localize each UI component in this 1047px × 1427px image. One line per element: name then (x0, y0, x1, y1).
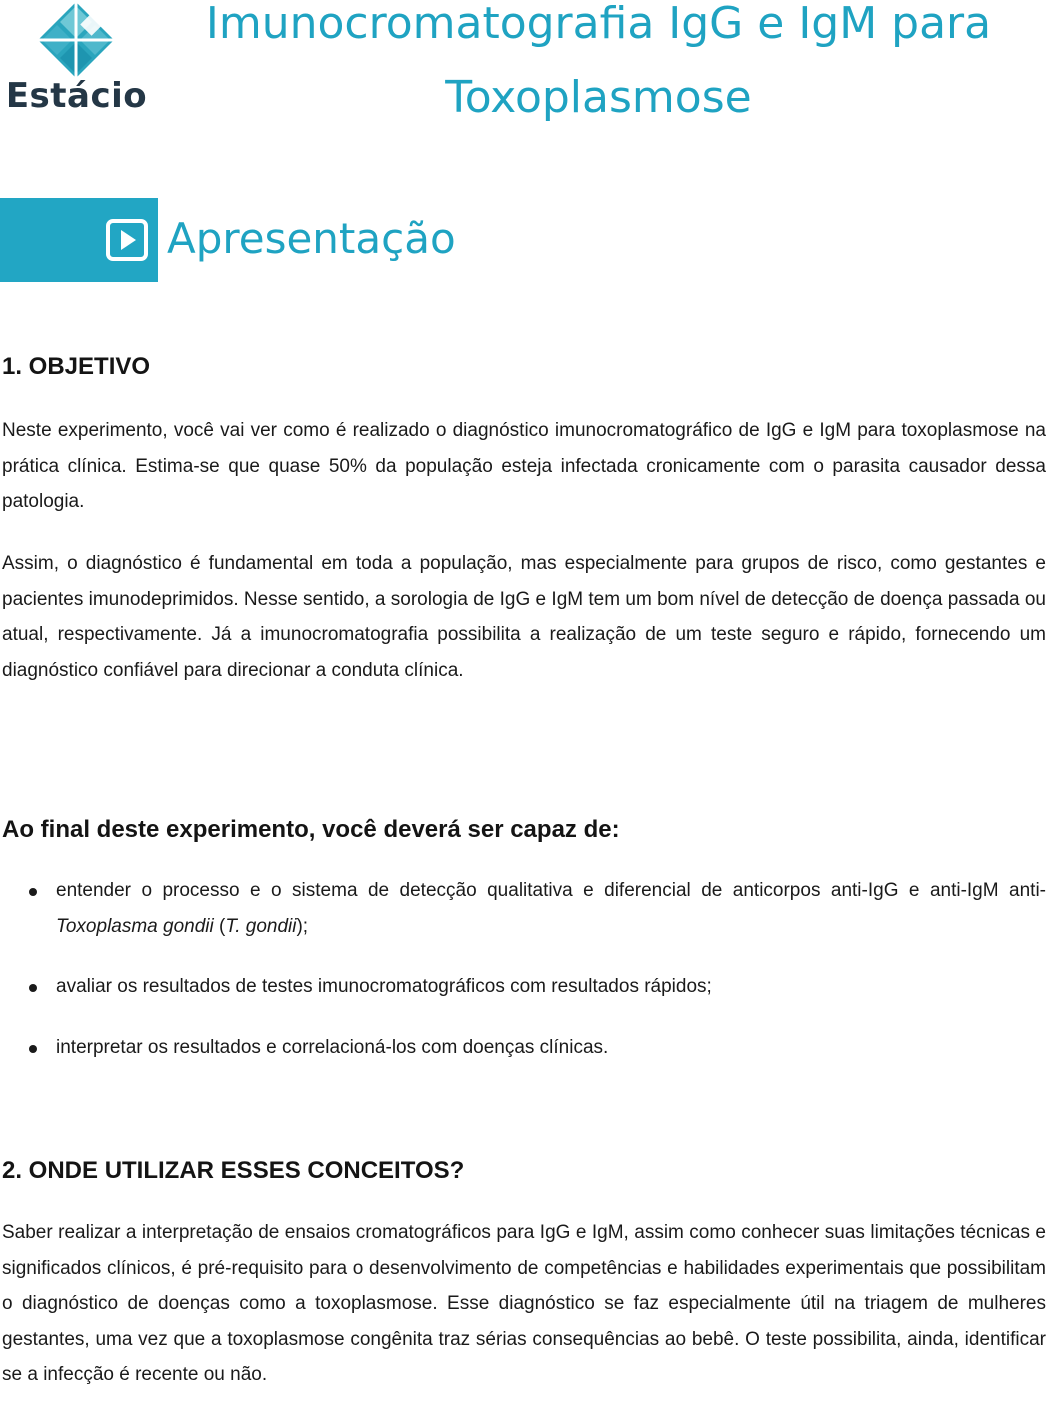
goal-1-text: entender o processo e o sistema de detecção qualitativa e diferencial de anticorpos anti-IgG e anti-IgM anti- (56, 880, 1046, 901)
estacio-logo-icon (4, 2, 149, 82)
goal-1-mid: ( (213, 915, 226, 937)
objective-heading: 1. OBJETIVO (2, 353, 151, 380)
title-line-2: Toxoplasmose (445, 72, 752, 123)
usage-heading: 2. ONDE UTILIZAR ESSES CONCEITOS? (2, 1157, 465, 1184)
section-title: Apresentação (167, 214, 456, 263)
play-icon (105, 218, 149, 262)
title-line-1: Imunocromatografia IgG e IgM para (205, 0, 992, 49)
goal-2-text: avaliar os resultados de testes imunocromatográficos com resultados rápidos; (56, 976, 712, 997)
goal-1-abbrev: T. gondii (225, 915, 297, 937)
goal-3-text: interpretar os resultados e correlacioná-los com doenças clínicas. (56, 1036, 609, 1058)
section-banner (0, 198, 1047, 284)
goals-heading: Ao final deste experimento, você deverá ser capaz de: (2, 816, 620, 843)
bullet-icon (29, 984, 37, 992)
list-item (2, 873, 1046, 944)
objective-paragraph-1: Neste experimento, você vai ver como é realizado o diagnóstico imunocromatográfico de IgG e IgM para toxoplasmose na prática clínica. Estima-se que quase 50% da população esteja infectada cronicamente com o parasita causador dessa patologia. (2, 420, 1046, 512)
estacio-logo (4, 2, 149, 122)
list-item (2, 969, 1046, 1005)
bullet-icon (29, 888, 37, 896)
bullet-icon (29, 1045, 37, 1053)
goals-list-block (2, 873, 1046, 1065)
goals-list (2, 873, 1046, 1065)
goals-heading-block (2, 815, 1046, 845)
page-title (150, 0, 1047, 122)
usage-heading-block (2, 1156, 1046, 1186)
objective-paragraph-2: Assim, o diagnóstico é fundamental em toda a população, mas especialmente para grupos de risco, como gestantes e pacientes imunodeprimidos. Nesse sentido, a sorologia de IgG e IgM tem um bom nível de detecção de doença passada ou atual, respectivamente. Já a imunocromatografia possibilita a realização de um teste seguro e rápido, fornecendo um diagnóstico confiável para direcionar a conduta clínica. (2, 553, 1046, 681)
goal-1-species: Toxoplasma gondii (56, 915, 214, 937)
usage-paragraph-1: Saber realizar a interpretação de ensaios cromatográficos para IgG e IgM, assim como conhecer suas limitações técnicas e significados clínicos, é pré-requisito para o desenvolvimento de competências e habilidades experimentais que possibilitam o diagnóstico de doenças como a toxoplasmose. Esse diagnóstico se faz especialmente útil na triagem de mulheres gestantes, uma vez que a toxoplasmose congênita traz sérias consequências ao bebê. O teste possibilita, ainda, identificar se a infecção é recente ou não. (2, 1222, 1046, 1385)
page-header (0, 0, 1047, 150)
usage-p1-block (2, 1215, 1046, 1393)
logo-wordmark: Estácio (5, 76, 148, 116)
objective-p1-block (2, 413, 1046, 520)
objective-heading-block (2, 352, 1046, 382)
objective-p2-block (2, 546, 1046, 688)
list-item (2, 1030, 1046, 1066)
goal-1-end: ); (296, 915, 309, 937)
